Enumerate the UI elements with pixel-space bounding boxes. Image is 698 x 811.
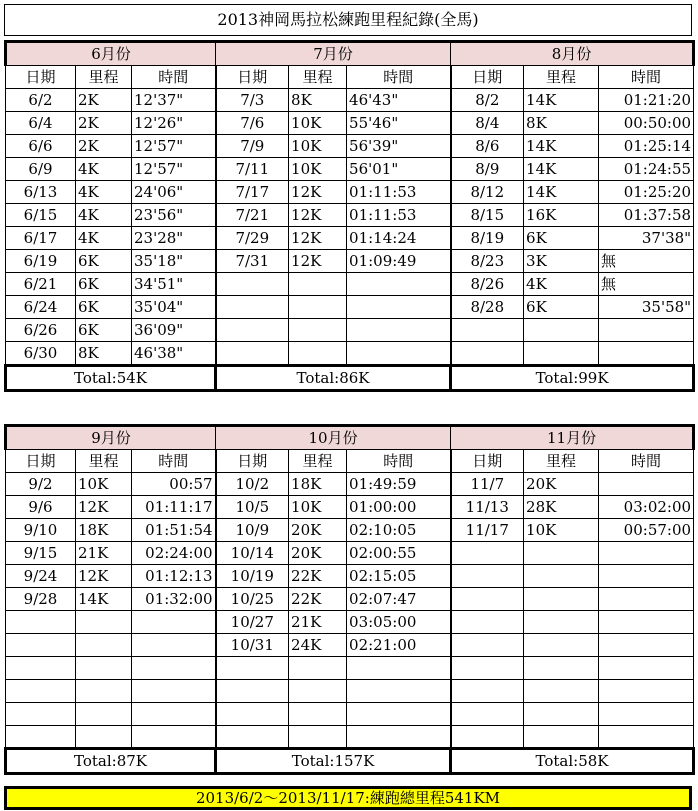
table-row	[6, 634, 694, 657]
dist-cell	[524, 703, 599, 726]
date-cell: 10/19	[216, 565, 289, 588]
dist-cell: 24K	[289, 634, 347, 657]
dist-cell: 2K	[76, 112, 132, 135]
dist-cell	[289, 680, 347, 703]
date-cell: 9/2	[6, 473, 76, 496]
date-cell: 7/31	[216, 250, 289, 273]
dist-cell: 28K	[524, 496, 599, 519]
time-cell	[347, 319, 451, 342]
dist-cell: 6K	[76, 319, 132, 342]
time-cell: 55'46"	[347, 112, 451, 135]
column-header-date: 日期	[451, 450, 524, 473]
dist-cell: 21K	[289, 611, 347, 634]
time-cell: 00:57	[132, 473, 216, 496]
month-header: 6月份	[6, 42, 216, 66]
time-cell	[132, 703, 216, 726]
table-row	[6, 342, 694, 366]
time-cell: 03:05:00	[347, 611, 451, 634]
dist-cell: 10K	[289, 158, 347, 181]
dist-cell	[524, 634, 599, 657]
dist-cell: 2K	[76, 89, 132, 112]
time-cell	[132, 726, 216, 749]
date-cell	[451, 657, 524, 680]
time-cell	[347, 273, 451, 296]
table-row	[6, 588, 694, 611]
table-row	[6, 726, 694, 749]
column-header-time: 時間	[132, 450, 216, 473]
table-row	[6, 204, 694, 227]
month-total: Total:54K	[6, 366, 216, 391]
time-cell: 12'57"	[132, 158, 216, 181]
time-cell: 無	[599, 273, 694, 296]
dist-cell	[524, 319, 599, 342]
time-cell: 01:32:00	[132, 588, 216, 611]
date-cell	[451, 611, 524, 634]
training-table-jun-aug	[4, 40, 695, 392]
month-header: 7月份	[216, 42, 451, 66]
training-table-sep-nov	[4, 424, 695, 775]
dist-cell: 4K	[524, 273, 599, 296]
time-cell: 03:02:00	[599, 496, 694, 519]
dist-cell	[76, 611, 132, 634]
dist-cell: 12K	[289, 181, 347, 204]
time-cell: 01:11:53	[347, 204, 451, 227]
dist-cell	[524, 657, 599, 680]
date-cell: 10/27	[216, 611, 289, 634]
dist-cell: 3K	[524, 250, 599, 273]
dist-cell: 6K	[76, 296, 132, 319]
table-row	[6, 135, 694, 158]
date-cell	[6, 634, 76, 657]
time-cell	[599, 565, 694, 588]
date-cell: 7/3	[216, 89, 289, 112]
time-cell: 35'18"	[132, 250, 216, 273]
dist-cell: 14K	[524, 181, 599, 204]
date-cell	[216, 657, 289, 680]
date-cell	[6, 703, 76, 726]
dist-cell: 10K	[76, 473, 132, 496]
dist-cell	[289, 342, 347, 366]
dist-cell: 14K	[524, 135, 599, 158]
date-cell	[451, 342, 524, 366]
date-cell	[451, 542, 524, 565]
table-row	[6, 319, 694, 342]
time-cell: 01:11:53	[347, 181, 451, 204]
column-header-time: 時間	[132, 66, 216, 89]
column-header-date: 日期	[216, 450, 289, 473]
date-cell: 8/6	[451, 135, 524, 158]
time-cell: 02:15:05	[347, 565, 451, 588]
time-cell: 35'04"	[132, 296, 216, 319]
table-row	[6, 680, 694, 703]
dist-cell: 12K	[289, 227, 347, 250]
date-cell: 6/24	[6, 296, 76, 319]
dist-cell: 6K	[524, 296, 599, 319]
date-cell: 10/25	[216, 588, 289, 611]
dist-cell: 8K	[76, 342, 132, 366]
date-cell: 7/6	[216, 112, 289, 135]
total-row	[6, 749, 694, 774]
date-cell: 11/7	[451, 473, 524, 496]
time-cell: 46'43"	[347, 89, 451, 112]
date-cell: 9/6	[6, 496, 76, 519]
table-row	[6, 158, 694, 181]
date-cell: 6/4	[6, 112, 76, 135]
time-cell: 01:49:59	[347, 473, 451, 496]
time-cell: 02:07:47	[347, 588, 451, 611]
time-cell: 02:00:55	[347, 542, 451, 565]
dist-cell	[289, 296, 347, 319]
date-cell	[216, 273, 289, 296]
time-cell: 37'38"	[599, 227, 694, 250]
time-cell	[132, 611, 216, 634]
dist-cell	[289, 319, 347, 342]
month-header: 10月份	[216, 426, 451, 450]
dist-cell	[524, 342, 599, 366]
dist-cell	[76, 680, 132, 703]
time-cell: 56'39"	[347, 135, 451, 158]
month-total: Total:157K	[216, 749, 451, 774]
date-cell	[216, 319, 289, 342]
time-cell	[599, 473, 694, 496]
dist-cell: 4K	[76, 158, 132, 181]
date-cell: 10/14	[216, 542, 289, 565]
date-cell	[216, 703, 289, 726]
dist-cell	[76, 657, 132, 680]
month-header-row	[6, 42, 694, 66]
date-cell	[216, 296, 289, 319]
date-cell	[6, 726, 76, 749]
table-row	[6, 703, 694, 726]
date-cell: 6/26	[6, 319, 76, 342]
dist-cell: 10K	[289, 496, 347, 519]
date-cell: 6/17	[6, 227, 76, 250]
time-cell	[347, 657, 451, 680]
time-cell	[599, 611, 694, 634]
dist-cell: 4K	[76, 227, 132, 250]
date-cell: 8/26	[451, 273, 524, 296]
date-cell: 10/2	[216, 473, 289, 496]
dist-cell	[76, 726, 132, 749]
dist-cell: 6K	[524, 227, 599, 250]
time-cell: 01:51:54	[132, 519, 216, 542]
column-header-date: 日期	[451, 66, 524, 89]
dist-cell	[289, 657, 347, 680]
column-header-dist: 里程	[289, 66, 347, 89]
date-cell: 7/17	[216, 181, 289, 204]
dist-cell: 22K	[289, 565, 347, 588]
time-cell: 01:25:20	[599, 181, 694, 204]
column-header-dist: 里程	[289, 450, 347, 473]
date-cell: 7/29	[216, 227, 289, 250]
month-total: Total:87K	[6, 749, 216, 774]
date-cell	[6, 611, 76, 634]
table-row	[6, 496, 694, 519]
column-header-dist: 里程	[524, 450, 599, 473]
date-cell: 8/4	[451, 112, 524, 135]
time-cell	[347, 296, 451, 319]
table-row	[6, 296, 694, 319]
date-cell: 8/23	[451, 250, 524, 273]
month-total: Total:58K	[451, 749, 694, 774]
table-row	[6, 473, 694, 496]
date-cell	[451, 319, 524, 342]
dist-cell	[289, 726, 347, 749]
table-row	[6, 89, 694, 112]
table-row	[6, 273, 694, 296]
date-cell	[451, 588, 524, 611]
time-cell	[599, 680, 694, 703]
date-cell: 9/10	[6, 519, 76, 542]
column-header-dist: 里程	[524, 66, 599, 89]
dist-cell: 4K	[76, 181, 132, 204]
time-cell: 23'28"	[132, 227, 216, 250]
time-cell	[599, 542, 694, 565]
time-cell: 01:00:00	[347, 496, 451, 519]
time-cell	[599, 588, 694, 611]
dist-cell: 12K	[76, 496, 132, 519]
time-cell: 01:37:58	[599, 204, 694, 227]
date-cell	[216, 680, 289, 703]
date-cell: 6/13	[6, 181, 76, 204]
time-cell: 01:21:20	[599, 89, 694, 112]
dist-cell: 12K	[76, 565, 132, 588]
date-cell	[451, 726, 524, 749]
column-header-dist: 里程	[76, 450, 132, 473]
time-cell: 36'09"	[132, 319, 216, 342]
time-cell: 01:24:55	[599, 158, 694, 181]
time-cell: 02:24:00	[132, 542, 216, 565]
table-row	[6, 181, 694, 204]
column-header-row	[6, 66, 694, 89]
table-row	[6, 112, 694, 135]
column-header-date: 日期	[216, 66, 289, 89]
dist-cell: 4K	[76, 204, 132, 227]
dist-cell: 14K	[76, 588, 132, 611]
time-cell	[347, 680, 451, 703]
time-cell: 01:09:49	[347, 250, 451, 273]
dist-cell: 6K	[76, 273, 132, 296]
time-cell: 46'38"	[132, 342, 216, 366]
dist-cell: 8K	[524, 112, 599, 135]
dist-cell	[289, 703, 347, 726]
time-cell: 24'06"	[132, 181, 216, 204]
dist-cell	[524, 542, 599, 565]
time-cell: 12'26"	[132, 112, 216, 135]
time-cell	[599, 319, 694, 342]
dist-cell	[289, 273, 347, 296]
dist-cell: 12K	[289, 204, 347, 227]
time-cell: 12'37"	[132, 89, 216, 112]
time-cell: 23'56"	[132, 204, 216, 227]
time-cell: 00:57:00	[599, 519, 694, 542]
time-cell: 00:50:00	[599, 112, 694, 135]
time-cell	[599, 726, 694, 749]
date-cell: 6/15	[6, 204, 76, 227]
date-cell	[451, 680, 524, 703]
dist-cell: 10K	[524, 519, 599, 542]
date-cell	[451, 634, 524, 657]
table-row	[6, 250, 694, 273]
time-cell	[347, 726, 451, 749]
table-row	[6, 657, 694, 680]
column-header-row	[6, 450, 694, 473]
time-cell: 02:10:05	[347, 519, 451, 542]
month-header: 8月份	[451, 42, 694, 66]
summary-bar	[4, 786, 692, 810]
dist-cell: 14K	[524, 158, 599, 181]
time-cell: 01:12:13	[132, 565, 216, 588]
date-cell: 8/15	[451, 204, 524, 227]
column-header-time: 時間	[347, 450, 451, 473]
date-cell: 6/9	[6, 158, 76, 181]
month-total: Total:99K	[451, 366, 694, 391]
date-cell: 8/2	[451, 89, 524, 112]
dist-cell: 10K	[289, 135, 347, 158]
dist-cell	[524, 588, 599, 611]
date-cell	[451, 565, 524, 588]
date-cell: 8/28	[451, 296, 524, 319]
time-cell	[347, 342, 451, 366]
time-cell: 56'01"	[347, 158, 451, 181]
date-cell: 8/12	[451, 181, 524, 204]
date-cell: 10/31	[216, 634, 289, 657]
dist-cell	[76, 703, 132, 726]
date-cell	[451, 703, 524, 726]
column-header-date: 日期	[6, 450, 76, 473]
dist-cell	[524, 565, 599, 588]
dist-cell: 22K	[289, 588, 347, 611]
dist-cell: 21K	[76, 542, 132, 565]
dist-cell: 6K	[76, 250, 132, 273]
time-cell: 02:21:00	[347, 634, 451, 657]
time-cell	[599, 342, 694, 366]
date-cell: 6/21	[6, 273, 76, 296]
column-header-time: 時間	[347, 66, 451, 89]
date-cell: 6/30	[6, 342, 76, 366]
dist-cell: 16K	[524, 204, 599, 227]
dist-cell	[524, 611, 599, 634]
date-cell	[216, 726, 289, 749]
date-cell: 9/24	[6, 565, 76, 588]
time-cell	[599, 634, 694, 657]
month-header: 9月份	[6, 426, 216, 450]
date-cell: 7/21	[216, 204, 289, 227]
dist-cell: 14K	[524, 89, 599, 112]
date-cell: 10/9	[216, 519, 289, 542]
time-cell: 01:11:17	[132, 496, 216, 519]
column-header-time: 時間	[599, 66, 694, 89]
month-header: 11月份	[451, 426, 694, 450]
time-cell: 無	[599, 250, 694, 273]
table-row	[6, 227, 694, 250]
month-header-row	[6, 426, 694, 450]
dist-cell: 18K	[289, 473, 347, 496]
date-cell: 9/28	[6, 588, 76, 611]
column-header-dist: 里程	[76, 66, 132, 89]
time-cell	[132, 680, 216, 703]
time-cell: 35'58"	[599, 296, 694, 319]
column-header-time: 時間	[599, 450, 694, 473]
summary-text: 2013/6/2～2013/11/17:練跑總里程541KM	[195, 789, 501, 807]
page-title: 2013神岡馬拉松練跑里程紀錄(全馬)	[217, 10, 479, 29]
date-cell: 8/9	[451, 158, 524, 181]
date-cell: 10/5	[216, 496, 289, 519]
dist-cell: 20K	[289, 542, 347, 565]
date-cell: 6/2	[6, 89, 76, 112]
table-row	[6, 542, 694, 565]
dist-cell	[76, 634, 132, 657]
date-cell	[216, 342, 289, 366]
date-cell: 6/6	[6, 135, 76, 158]
dist-cell: 8K	[289, 89, 347, 112]
date-cell: 11/13	[451, 496, 524, 519]
time-cell: 12'57"	[132, 135, 216, 158]
dist-cell: 12K	[289, 250, 347, 273]
table-row	[6, 611, 694, 634]
time-cell	[599, 657, 694, 680]
time-cell	[132, 657, 216, 680]
time-cell	[599, 703, 694, 726]
dist-cell: 10K	[289, 112, 347, 135]
dist-cell: 18K	[76, 519, 132, 542]
dist-cell: 2K	[76, 135, 132, 158]
title-box	[4, 4, 692, 36]
date-cell: 7/9	[216, 135, 289, 158]
date-cell: 9/15	[6, 542, 76, 565]
date-cell: 8/19	[451, 227, 524, 250]
month-total: Total:86K	[216, 366, 451, 391]
time-cell: 34'51"	[132, 273, 216, 296]
time-cell: 01:14:24	[347, 227, 451, 250]
date-cell	[6, 680, 76, 703]
time-cell: 01:25:14	[599, 135, 694, 158]
column-header-date: 日期	[6, 66, 76, 89]
date-cell: 7/11	[216, 158, 289, 181]
time-cell	[347, 703, 451, 726]
dist-cell: 20K	[524, 473, 599, 496]
time-cell	[132, 634, 216, 657]
dist-cell	[524, 726, 599, 749]
date-cell: 6/19	[6, 250, 76, 273]
date-cell: 11/17	[451, 519, 524, 542]
dist-cell: 20K	[289, 519, 347, 542]
total-row	[6, 366, 694, 391]
table-row	[6, 565, 694, 588]
date-cell	[6, 657, 76, 680]
dist-cell	[524, 680, 599, 703]
table-row	[6, 519, 694, 542]
